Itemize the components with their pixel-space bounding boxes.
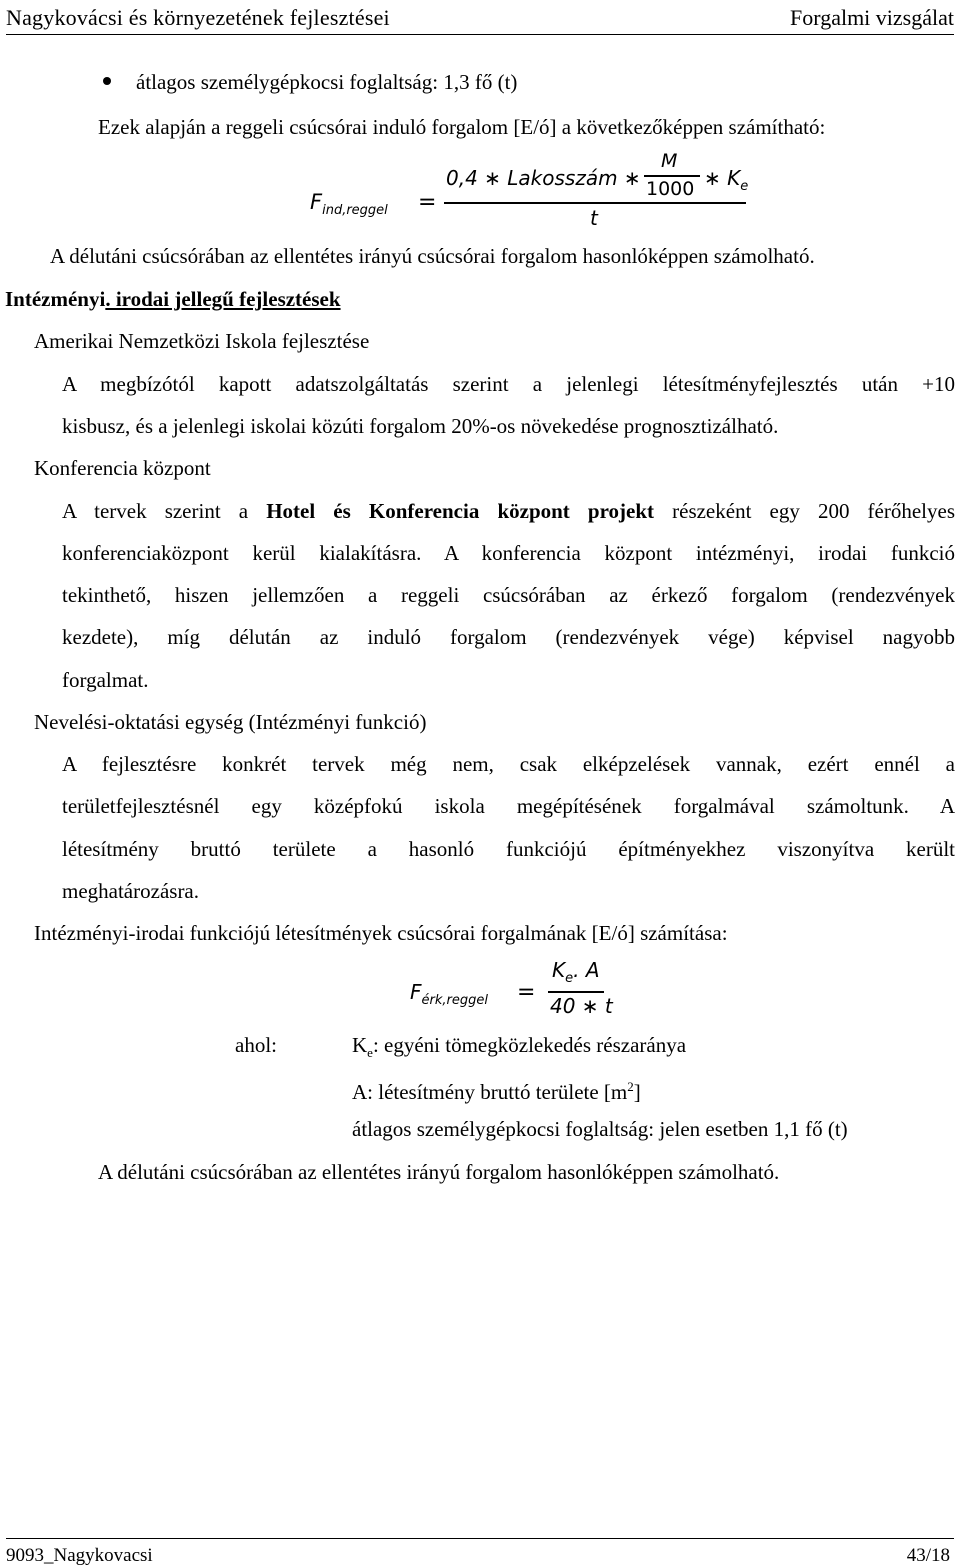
sub3-title: Nevelési-oktatási egység (Intézményi funkció) xyxy=(34,710,427,734)
sub2-line-2: konferenciaközpont kerül kialakításra. A konferencia központ intézményi, irodai funkció xyxy=(62,541,955,565)
formula2-fraction-line xyxy=(548,991,604,993)
sub1-line-2: kisbusz, és a jelenlegi iskolai közúti forgalom 20%-os növekedése prognosztizálható. xyxy=(62,414,779,438)
header-title: Nagykovácsi és környezetének fejlesztései xyxy=(6,5,390,30)
formula1-eq: = xyxy=(418,190,437,215)
footer-page-number: 43/18 xyxy=(906,1545,950,1566)
sub1-title: Amerikai Nemzetközi Iskola fejlesztése xyxy=(34,329,370,353)
formula1-fraction-line xyxy=(444,202,746,204)
formula1-num-b: ∗ $K_e$ xyxy=(704,166,749,194)
footer-doc-id: 9093_Nagykovacsi xyxy=(6,1545,153,1566)
page-header xyxy=(6,2,954,35)
sub3-line-1: A fejlesztésre konkrét tervek még nem, csak elképzelések vannak, ezért ennél a xyxy=(62,752,955,776)
section-heading: Intézményi. irodai jellegű fejlesztések xyxy=(5,287,341,311)
calc-line: Intézményi-irodai funkciójú létesítmények csúcsórai forgalmának [E/ó] számítása: xyxy=(34,921,728,945)
where-item-3: átlagos személygépkocsi foglaltság: jelen esetben 1,1 fő (t) xyxy=(352,1117,848,1141)
sub2-line-4: kezdete), míg délután az induló forgalom (rendezvények vége) képvisel nagyobb xyxy=(62,625,955,649)
sub1-line-1: A megbízótól kapott adatszolgáltatás szerint a jelenlegi létesítményfejlesztés után +10 xyxy=(62,372,955,396)
where-label: ahol: xyxy=(235,1033,277,1057)
intro-line: Ezek alapján a reggeli csúcsórai induló forgalom [E/ó] a következőképpen számítható: xyxy=(98,115,826,139)
sub2-title: Konferencia központ xyxy=(34,456,211,480)
sub2-line-3: tekinthető, hiszen jellemzően a reggeli csúcsórában az érkező forgalom (rendezvények xyxy=(62,583,955,607)
sub2-line-5: forgalmat. xyxy=(62,668,149,692)
bullet-line: átlagos személygépkocsi foglaltság: 1,3 fő (t) xyxy=(136,70,518,94)
formula2-lhs: $F_{érk,reggel}$ xyxy=(410,980,488,1008)
afternoon-line-2: A délutáni csúcsórában az ellentétes irányú forgalom hasonlóképpen számolható. xyxy=(98,1160,780,1184)
formula1-num-a: 0,4 ∗ Lakosszám ∗ xyxy=(446,166,641,190)
formula1-inner-fraction-line xyxy=(644,175,700,177)
formula1-lhs: $F_{ind,reggel}$ xyxy=(310,190,388,219)
sub3-line-4: meghatározásra. xyxy=(62,879,200,903)
formula1-den: t xyxy=(590,206,598,230)
formula2-eq: = xyxy=(517,980,536,1005)
formula2-num: $K_e$. A xyxy=(552,958,600,986)
sub2-line-1: A tervek szerint a Hotel és Konferencia központ projekt részeként egy 200 férőhelyes xyxy=(62,499,956,523)
where-item-1: $K_e$: egyéni tömegközlekedés részaránya xyxy=(352,1033,687,1061)
page-footer xyxy=(6,1538,954,1566)
formula1-frac-top: M xyxy=(661,150,678,172)
formula1-frac-bot: 1000 xyxy=(646,178,695,200)
bullet-dot xyxy=(103,77,111,85)
formula2-den: 40 ∗ t xyxy=(550,994,613,1018)
afternoon-line-1: A délutáni csúcsórában az ellentétes irányú csúcsórai forgalom hasonlóképpen számolható. xyxy=(50,244,815,268)
where-item-2: A: létesítmény bruttó területe $[m^2]$ xyxy=(352,1079,641,1104)
sub3-line-2: területfejlesztésnél egy középfokú iskola megépítésének forgalmával számoltunk. A xyxy=(62,794,955,818)
sub3-line-3: létesítmény bruttó területe a hasonló funkciójú építményekhez viszonyítva került xyxy=(62,837,955,861)
header-section: Forgalmi vizsgálat xyxy=(790,5,954,30)
